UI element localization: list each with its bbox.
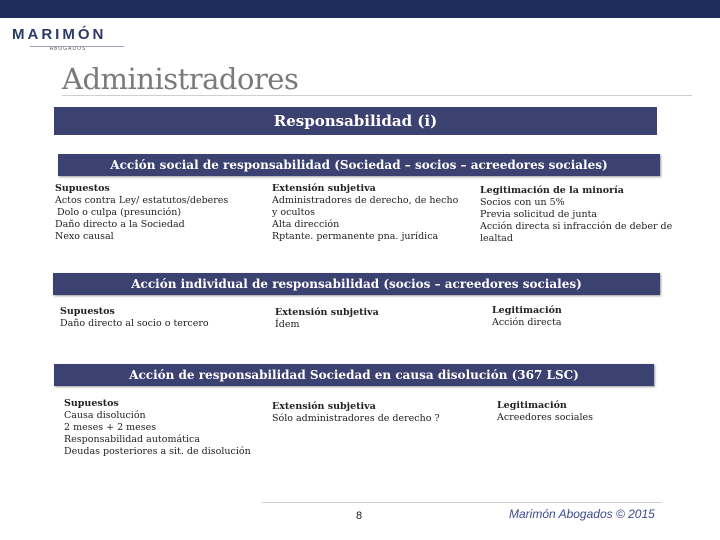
section1-legitimacion-line: Socios con un 5% bbox=[480, 197, 565, 208]
page-title: Administradores bbox=[62, 62, 299, 96]
section2-supuestos-heading: Supuestos bbox=[60, 306, 115, 317]
page-number: 8 bbox=[356, 510, 363, 522]
section2-extension-heading: Extensión subjetiva bbox=[275, 307, 379, 318]
section1-banner: Acción social de responsabilidad (Sociedad – socios – acreedores sociales) bbox=[58, 154, 660, 176]
footer-divider bbox=[262, 502, 662, 503]
title-divider bbox=[62, 95, 692, 96]
section3-supuestos-heading: Supuestos bbox=[64, 398, 119, 409]
section1-legitimacion-heading: Legitimación de la minoría bbox=[480, 185, 624, 196]
section1-extension bbox=[272, 183, 458, 243]
logo bbox=[12, 26, 124, 52]
section1-supuestos-line: Actos contra Ley/ estatutos/deberes bbox=[55, 195, 229, 206]
section2-legitimacion-line: Acción directa bbox=[492, 317, 562, 328]
section1-supuestos-line: Dolo o culpa (presunción) bbox=[57, 207, 182, 218]
section3-supuestos-line: 2 meses + 2 meses bbox=[64, 422, 157, 433]
main-banner: Responsabilidad (i) bbox=[54, 107, 657, 135]
section1-extension-heading: Extensión subjetiva bbox=[272, 183, 376, 194]
section3-legitimacion-line: Acreedores sociales bbox=[497, 412, 593, 423]
section3-supuestos-line: Deudas posteriores a sit. de disolución bbox=[64, 446, 251, 457]
section1-supuestos bbox=[55, 183, 228, 243]
section1-legitimacion-line: lealtad bbox=[480, 233, 513, 244]
section1-extension-line: Administradores de derecho, de hecho bbox=[272, 195, 459, 206]
section3-extension bbox=[272, 401, 440, 425]
section2-extension-line: Ídem bbox=[275, 319, 300, 330]
section3-supuestos-line: Causa disolución bbox=[64, 410, 146, 421]
logo-subtitle: ABOGADOS bbox=[49, 46, 87, 52]
section1-legitimacion-line: Acción directa si infracción de deber de bbox=[480, 221, 673, 232]
logo-divider bbox=[30, 46, 124, 47]
section1-supuestos-heading: Supuestos bbox=[55, 183, 110, 194]
section2-legitimacion bbox=[492, 305, 562, 329]
section3-supuestos-line: Responsabilidad automática bbox=[64, 434, 200, 445]
section1-extension-line: Alta dirección bbox=[272, 219, 340, 230]
section2-extension bbox=[275, 307, 379, 331]
section3-supuestos bbox=[64, 398, 251, 458]
section1-supuestos-line: Nexo causal bbox=[55, 231, 114, 242]
section1-legitimacion-line: Previa solicitud de junta bbox=[480, 209, 598, 220]
section2-supuestos bbox=[60, 306, 209, 330]
section1-extension-line: y ocultos bbox=[272, 207, 315, 218]
section3-extension-heading: Extensión subjetiva bbox=[272, 401, 376, 412]
section1-legitimacion bbox=[480, 185, 672, 245]
section1-extension-line: Rptante. permanente pna. jurídica bbox=[272, 231, 439, 242]
section3-legitimacion bbox=[497, 400, 593, 424]
section2-supuestos-line: Daño directo al socio o tercero bbox=[60, 318, 209, 329]
top-bar bbox=[0, 0, 720, 18]
section2-banner: Acción individual de responsabilidad (socios – acreedores sociales) bbox=[53, 273, 660, 295]
logo-name: MARIMÓN bbox=[12, 26, 107, 43]
section3-extension-line: Sólo administradores de derecho ? bbox=[272, 413, 440, 424]
section3-banner: Acción de responsabilidad Sociedad en causa disolución (367 LSC) bbox=[54, 364, 654, 386]
section1-supuestos-line: Daño directo a la Sociedad bbox=[55, 219, 185, 230]
copyright: Marimón Abogados © 2015 bbox=[509, 507, 655, 521]
section3-legitimacion-heading: Legitimación bbox=[497, 400, 567, 411]
section2-legitimacion-heading: Legitimación bbox=[492, 305, 562, 316]
